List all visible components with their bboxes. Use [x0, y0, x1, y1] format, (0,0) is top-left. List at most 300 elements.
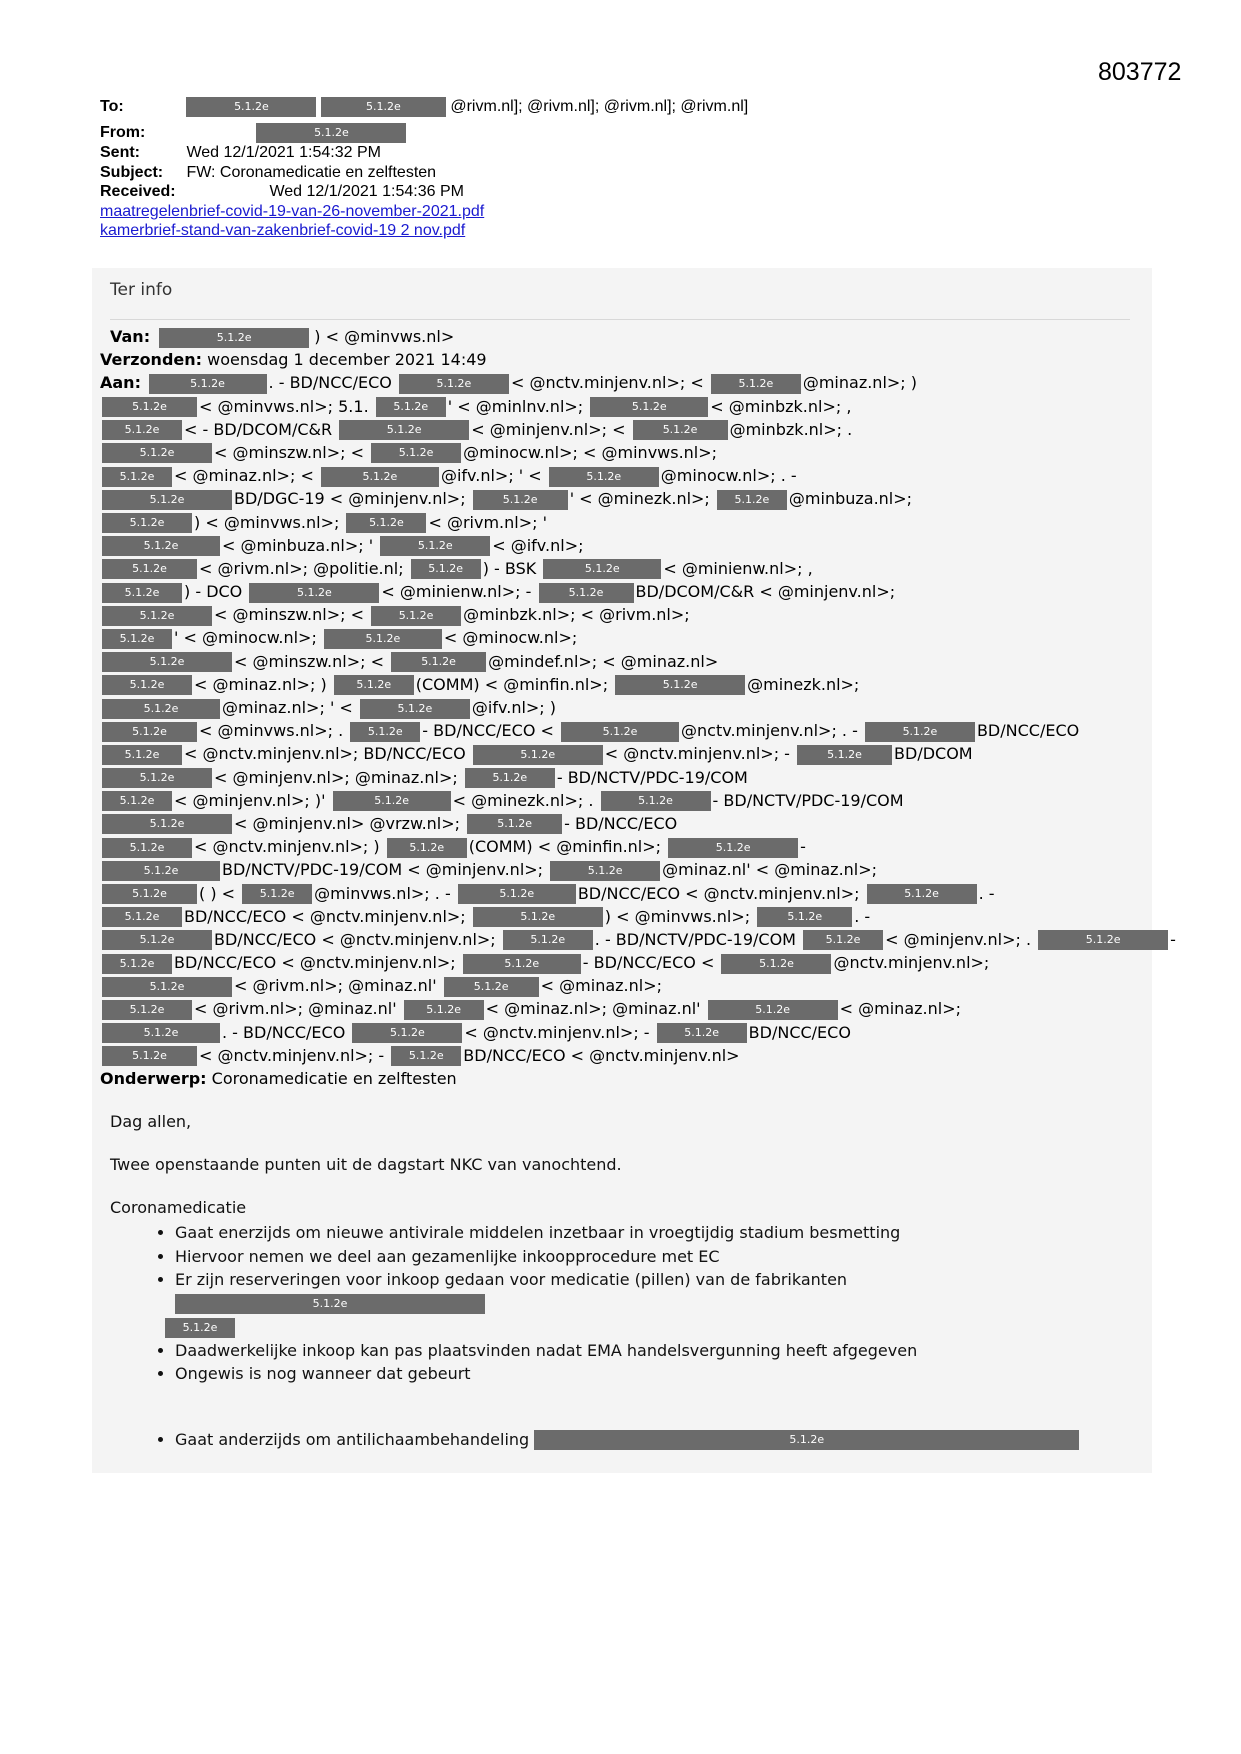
aan-fragment: @minaz.nl>; — [354, 767, 463, 787]
aan-fragment: @minaz.nl' — [612, 999, 706, 1019]
aan-fragment: @minezk.nl>; — [471, 790, 589, 810]
redaction-box: 5.1.2e — [102, 629, 172, 649]
attachment-row — [100, 221, 1120, 241]
redaction-box: 5.1.2e — [346, 513, 426, 533]
aan-fragment: < — [234, 976, 253, 996]
redaction-box: 5.1.2e — [102, 722, 197, 742]
aan-fragment: , — [846, 396, 852, 416]
aan-fragment: < — [471, 419, 490, 439]
aan-line — [100, 603, 1135, 626]
aan-fragment: < — [214, 605, 233, 625]
redaction-box: 5.1.2e — [371, 606, 461, 626]
redaction-box: 5.1.2e — [339, 420, 469, 440]
redaction-box: 5.1.2e — [534, 1430, 1079, 1450]
redaction-box: 5.1.2e — [256, 123, 406, 143]
aan-fragment: < — [443, 628, 463, 648]
aan-line — [100, 395, 1135, 418]
aan-fragment: BD/NCTV/PDC-19/COM — [723, 790, 904, 810]
aan-fragment: < — [583, 442, 602, 462]
aan-fragment: - — [278, 373, 290, 393]
aan-fragment: @minvws.nl>; — [217, 396, 339, 416]
redaction-box: 5.1.2e — [1038, 930, 1168, 950]
aan-fragment: DCO — [206, 582, 248, 602]
aan-fragment: < — [839, 999, 859, 1019]
redaction-box: 5.1.2e — [657, 1023, 747, 1043]
aan-fragment: < — [214, 767, 233, 787]
redaction-box: 5.1.2e — [175, 1294, 485, 1314]
aan-fragment: < — [579, 489, 598, 509]
aan-fragment: < — [464, 1022, 483, 1042]
aan-fragment: < — [540, 976, 560, 996]
bullet-list — [110, 1428, 1130, 1452]
list-item: • Hiervoor nemen we deel aan gezamenlijke inkoopprocedure met EC — [175, 1245, 1130, 1269]
list-item: • Ongewis is nog wanneer dat gebeurt — [175, 1362, 1130, 1386]
aan-fragment: ' — [174, 628, 184, 648]
list-item — [175, 1428, 1130, 1452]
aan-fragment: @minjenv.nl>; — [777, 582, 896, 602]
aan-fragment: @minocw.nl>; — [201, 628, 322, 648]
aan-fragment: @mindef.nl>; — [488, 651, 603, 671]
aan-fragment: - — [800, 837, 806, 857]
aan-fragment: @rivm.nl>; — [446, 512, 543, 532]
aan-fragment: . — [588, 790, 599, 810]
aan-fragment: @minjenv.nl>; — [232, 767, 355, 787]
aan-fragment: < — [199, 1045, 218, 1065]
redaction-box: 5.1.2e — [550, 861, 660, 881]
aan-fragment: - — [988, 883, 995, 903]
aan-fragment: < — [710, 396, 729, 416]
list-item-text: Gaat anderzijds om antilichaambehandeling — [175, 1429, 530, 1449]
sent-row — [100, 143, 1120, 163]
intro-text: Twee openstaande punten uit de dagstart NKC van vanochtend. — [110, 1155, 622, 1174]
aan-fragment: @ifv.nl>; — [471, 698, 550, 717]
aan-fragment: ) — [184, 582, 196, 602]
aan-fragment: , — [807, 558, 813, 578]
aan-fragment: @minaz.nl>; — [222, 698, 330, 717]
aan-fragment: @minvws.nl>; — [314, 883, 435, 903]
redaction-box: 5.1.2e — [708, 1000, 838, 1020]
redaction-box: 5.1.2e — [102, 652, 232, 672]
aan-fragment: < — [199, 721, 218, 741]
redaction-box: 5.1.2e — [102, 1046, 197, 1066]
aan-fragment: @minaz.nl>; — [212, 674, 321, 694]
aan-fragment: BD/DCOM/C&R — [213, 419, 338, 439]
aan-fragment: - — [712, 790, 724, 810]
redaction-box: 5.1.2e — [102, 745, 182, 765]
aan-fragment: < — [222, 535, 241, 555]
aan-line — [100, 1021, 1135, 1044]
aan-line — [100, 557, 1135, 580]
aan-fragment: . — [268, 373, 279, 393]
aan-fragment: < — [184, 744, 203, 764]
aan-fragment: < — [381, 582, 400, 602]
aan-fragment: < — [350, 442, 370, 462]
aan-fragment: . — [338, 721, 349, 741]
aan-line — [100, 673, 1135, 696]
redaction-box: 5.1.2e — [797, 745, 892, 765]
aan-line — [100, 928, 1176, 951]
aan-fragment: - — [643, 1022, 655, 1042]
aan-fragment: - — [790, 466, 797, 486]
aan-fragment: @minaz.nl' — [308, 999, 402, 1019]
aan-fragment: < — [221, 883, 241, 903]
onderwerp-row — [100, 1067, 1135, 1090]
aan-line — [100, 974, 1135, 997]
aan-fragment: . — [854, 906, 865, 926]
redaction-box: 5.1.2e — [463, 954, 581, 974]
aan-line — [100, 1044, 1135, 1067]
aan-fragment: < — [339, 698, 358, 717]
redaction-box: 5.1.2e — [803, 930, 883, 950]
redaction-box: 5.1.2e — [321, 467, 439, 487]
aan-fragment: < — [616, 906, 635, 926]
aan-fragment: @minszw.nl>; — [232, 605, 351, 625]
redaction-box: 5.1.2e — [102, 699, 220, 719]
aan-fragment: < — [370, 651, 390, 671]
aan-fragment: BD/NCC/ECO — [363, 744, 471, 764]
redaction-box: 5.1.2e — [380, 536, 490, 556]
attachment-link[interactable]: maatregelenbrief-covid-19-van-26-november-2021.pdf — [100, 202, 485, 220]
aan-fragment: BD/NCC/ECO — [289, 373, 397, 393]
aan-line — [100, 580, 1135, 603]
onderwerp-label: Onderwerp: — [100, 1069, 207, 1088]
list-item-text: Er zijn reserveringen voor inkoop gedaan voor medicatie (pillen) van de fabrikanten — [175, 1270, 848, 1289]
aan-fragment: @rivm.nl>; — [599, 605, 690, 625]
aan-fragment: @minjenv.nl>; — [903, 929, 1026, 949]
subject-value: FW: Coronamedicatie en zelftesten — [186, 163, 437, 181]
aan-fragment: @ifv.nl>; — [510, 535, 584, 555]
redaction-box: 5.1.2e — [399, 374, 509, 394]
sent-value: Wed 12/1/2021 1:54:32 PM — [186, 144, 381, 161]
aan-fragment: @minaz.nl' — [662, 860, 756, 880]
aan-fragment: < — [350, 605, 370, 625]
redaction-box: 5.1.2e — [102, 513, 192, 533]
aan-fragment: @nctv.minjenv.nl>; — [529, 373, 691, 393]
aan-fragment: . — [1025, 929, 1037, 949]
aan-fragment: < — [281, 953, 300, 973]
redaction-box: 5.1.2e — [668, 838, 798, 858]
aan-fragment: @minlnv.nl>; — [475, 396, 589, 416]
aan-fragment: @nctv.minjenv.nl>; — [309, 906, 471, 926]
received-row — [100, 182, 1120, 202]
aan-fragment: BD/NCTV/PDC-19/COM — [615, 929, 802, 949]
aan-fragment: @minjenv.nl>; — [489, 419, 613, 439]
aan-fragment: @nctv.minjenv.nl>; — [482, 1022, 644, 1042]
aan-fragment: @minaz.nl>; — [802, 373, 911, 393]
aan-fragment: < — [602, 651, 621, 671]
aan-fragment: BD/NCC/ECO — [593, 953, 701, 973]
aan-fragment: @minaz.nl> — [620, 651, 719, 671]
redaction-box: 5.1.2e — [539, 583, 634, 603]
aan-fragment: ' — [447, 396, 458, 416]
ter-info: Ter info — [110, 280, 173, 300]
aan-fragment: < — [199, 558, 218, 578]
redaction-box: 5.1.2e — [867, 884, 977, 904]
aan-fragment: BD/NCC/ECO — [748, 1022, 851, 1042]
aan-line — [100, 719, 1135, 742]
aan-line — [100, 441, 1135, 464]
redaction-box: 5.1.2e — [102, 467, 172, 487]
sent-label: Sent: — [100, 144, 140, 161]
aan-fragment: @minjenv.nl> — [252, 813, 370, 833]
redaction-box: 5.1.2e — [411, 559, 481, 579]
redaction-box: 5.1.2e — [102, 907, 182, 927]
subject-row — [100, 163, 1120, 183]
redaction-box: 5.1.2e — [467, 814, 562, 834]
redaction-box: 5.1.2e — [102, 536, 220, 556]
redaction-box: 5.1.2e — [503, 930, 593, 950]
aan-line — [100, 835, 1135, 858]
to-value: @rivm.nl]; @rivm.nl]; @rivm.nl]; @rivm.nl] — [450, 98, 749, 116]
aan-label: Aan: — [100, 373, 147, 393]
aan-fragment: . — [434, 883, 445, 903]
aan-fragment: . — [780, 466, 791, 486]
van-label: Van: — [110, 327, 151, 346]
aan-fragment: . — [978, 883, 989, 903]
aan-fragment: - — [195, 582, 207, 602]
aan-fragment: ) — [210, 883, 222, 903]
aan-line — [100, 371, 1135, 394]
redaction-box: 5.1.2e — [249, 583, 379, 603]
aan-fragment: < — [321, 929, 340, 949]
redaction-box: 5.1.2e — [102, 443, 212, 463]
divider — [110, 319, 1130, 320]
aan-fragment: @minocw.nl>; — [660, 466, 781, 486]
aan-fragment: @minezk.nl>; — [597, 489, 715, 509]
aan-fragment: < — [194, 674, 213, 694]
aan-fragment: BD/NCC/ECO — [574, 813, 678, 833]
aan-fragment: < — [234, 813, 253, 833]
email-header — [100, 97, 1120, 241]
aan-line — [100, 696, 1135, 719]
aan-fragment: BD/NCC/ECO — [174, 953, 282, 973]
redaction-box: 5.1.2e — [242, 884, 312, 904]
redaction-box: 5.1.2e — [334, 675, 414, 695]
to-label: To: — [100, 98, 124, 116]
aan-fragment: < — [300, 466, 319, 486]
aan-fragment: @minbuza.nl>; — [240, 535, 369, 555]
redaction-box: 5.1.2e — [601, 791, 711, 811]
aan-fragment: @minvws.nl>; — [223, 512, 345, 532]
aan-fragment: - — [582, 953, 594, 973]
redaction-box: 5.1.2e — [633, 420, 728, 440]
aan-fragment: < — [510, 373, 530, 393]
aan-fragment: < — [205, 512, 224, 532]
aan-fragment: @nctv.minjenv.nl>; — [833, 953, 990, 973]
redaction-box: 5.1.2e — [376, 397, 446, 417]
aan-fragment: < — [537, 837, 557, 857]
verzonden-row — [100, 348, 1135, 371]
redaction-box: 5.1.2e — [165, 1318, 235, 1338]
aan-fragment: < — [428, 512, 447, 532]
aan-fragment: - — [494, 558, 505, 578]
aan-fragment: BD/NCC/ECO — [976, 721, 1080, 741]
redaction-box: 5.1.2e — [473, 490, 568, 510]
attachment-link[interactable]: kamerbrief-stand-van-zakenbrief-covid-19 2 nov.pdf — [100, 222, 466, 239]
redaction-box: 5.1.2e — [465, 768, 555, 788]
aan-fragment: < — [199, 396, 218, 416]
van-row — [100, 325, 1135, 348]
aan-fragment: @minvws.nl>; — [601, 442, 718, 462]
redaction-box: 5.1.2e — [717, 490, 787, 510]
aan-fragment: < — [452, 790, 472, 810]
aan-fragment: @minszw.nl>; — [232, 442, 351, 462]
redaction-box: 5.1.2e — [387, 838, 467, 858]
aan-fragment: @minienw.nl>; — [681, 558, 808, 578]
aan-fragment: < — [457, 396, 476, 416]
aan-fragment: @nctv.minjenv.nl> — [589, 1045, 740, 1065]
aan-fragment: ' — [329, 698, 340, 717]
aan-recipient-list — [100, 371, 1176, 1067]
aan-line — [100, 487, 1135, 510]
aan-fragment: < — [291, 906, 310, 926]
aan-fragment: < — [612, 419, 631, 439]
redaction-box: 5.1.2e — [711, 374, 801, 394]
aan-line — [100, 464, 1135, 487]
aan-fragment: BSK — [504, 558, 542, 578]
aan-fragment: @minaz.nl>; — [504, 999, 613, 1019]
aan-fragment: < — [700, 953, 720, 973]
aan-fragment: BD/NCTV/PDC-19/COM — [567, 767, 748, 787]
aan-fragment: @nctv.minjenv.nl>; — [681, 721, 842, 741]
aan-fragment: @vrzw.nl>; — [369, 813, 466, 833]
redaction-box: 5.1.2e — [324, 629, 442, 649]
redaction-box: 5.1.2e — [333, 791, 451, 811]
aan-fragment: )' — [314, 790, 331, 810]
aan-fragment: . — [847, 419, 853, 439]
redaction-box: 5.1.2e — [102, 768, 212, 788]
aan-line — [100, 766, 1135, 789]
aan-fragment: < — [528, 466, 547, 486]
aan-fragment: < — [329, 489, 349, 509]
section-title: Coronamedicatie — [110, 1198, 247, 1217]
to-row — [100, 97, 1120, 117]
aan-fragment: BD/NCC/ECO — [577, 883, 686, 903]
document-number: 803772 — [1098, 58, 1182, 86]
aan-fragment: @minvws.nl>; — [634, 906, 756, 926]
aan-fragment: @ifv.nl>; — [440, 466, 519, 486]
received-label: Received: — [100, 183, 176, 200]
list-item: • Gaat enerzijds om nieuwe antivirale middelen inzetbaar in vroegtijdig stadium besmetting — [175, 1221, 1130, 1245]
aan-fragment: < — [755, 860, 775, 880]
aan-fragment: - — [378, 1045, 390, 1065]
redaction-box: 5.1.2e — [865, 722, 975, 742]
aan-fragment: (COMM) — [468, 837, 538, 857]
aan-fragment: . — [841, 721, 853, 741]
aan-fragment: - — [864, 906, 871, 926]
aan-fragment: < — [492, 535, 511, 555]
forwarded-header — [100, 325, 1176, 1090]
aan-fragment: @minbzk.nl>; — [729, 419, 848, 439]
aan-fragment: @minjenv.nl>; — [348, 489, 471, 509]
aan-fragment: < — [183, 628, 202, 648]
aan-fragment: < — [540, 721, 560, 741]
aan-fragment: @nctv.minjenv.nl>; — [299, 953, 461, 973]
aan-fragment: @minfin.nl>; — [503, 674, 614, 694]
aan-fragment: @rivm.nl>; — [217, 558, 314, 578]
aan-fragment: - — [564, 813, 575, 833]
list-item — [175, 1268, 1130, 1339]
redaction-box: 5.1.2e — [615, 675, 745, 695]
aan-fragment: - — [202, 419, 214, 439]
aan-fragment: ) — [373, 837, 385, 857]
redaction-box: 5.1.2e — [561, 722, 679, 742]
aan-fragment: ' — [518, 466, 529, 486]
aan-fragment: @minezk.nl>; — [747, 674, 860, 694]
redaction-box: 5.1.2e — [352, 1023, 462, 1043]
aan-fragment: BD/NCC/ECO — [463, 1045, 571, 1065]
redaction-box: 5.1.2e — [721, 954, 831, 974]
aan-fragment: < — [194, 999, 213, 1019]
aan-fragment: BD/DCOM — [894, 744, 973, 764]
aan-fragment: (COMM) — [415, 674, 485, 694]
aan-fragment: ) — [194, 512, 206, 532]
aan-fragment: ' — [542, 512, 547, 532]
aan-fragment: - — [1170, 929, 1176, 949]
aan-fragment: < — [485, 999, 505, 1019]
aan-line — [100, 951, 1135, 974]
aan-fragment: @minaz.nl>; — [192, 466, 301, 486]
aan-fragment: BD/DGC-19 — [234, 489, 330, 509]
verzonden-label: Verzonden: — [100, 350, 203, 370]
aan-fragment: ) — [320, 674, 332, 694]
aan-line — [100, 418, 1135, 441]
aan-fragment: @minbzk.nl>; — [463, 605, 581, 625]
aan-fragment: @nctv.minjenv.nl>; — [703, 883, 865, 903]
aan-fragment: BD/NCC/ECO — [214, 929, 322, 949]
redaction-box: 5.1.2e — [186, 97, 316, 117]
aan-line — [100, 742, 1135, 765]
redaction-box: 5.1.2e — [102, 606, 212, 626]
aan-line — [100, 905, 1135, 928]
subject-label: Subject: — [100, 163, 164, 181]
from-label: From: — [100, 124, 146, 142]
aan-line — [100, 882, 1135, 905]
aan-fragment: @minienw.nl>; — [399, 582, 526, 602]
aan-fragment: < — [759, 582, 778, 602]
aan-fragment: - — [444, 883, 456, 903]
aan-fragment: @minaz.nl' — [348, 976, 442, 996]
aan-fragment: < — [885, 929, 904, 949]
aan-fragment: @minaz.nl>; — [774, 860, 878, 880]
aan-line — [100, 534, 1135, 557]
aan-fragment: @minbzk.nl>; — [728, 396, 847, 416]
aan-fragment: @nctv.minjenv.nl>; — [202, 744, 364, 764]
aan-fragment: ' — [368, 535, 379, 555]
received-value: Wed 12/1/2021 1:54:36 PM — [269, 183, 464, 200]
aan-fragment: @minocw.nl>; — [463, 442, 584, 462]
aan-fragment: @minjenv.nl>; — [192, 790, 315, 810]
aan-fragment: ) — [604, 906, 617, 926]
aan-fragment: < — [604, 744, 624, 764]
aan-fragment: @minocw.nl>; — [462, 628, 578, 648]
aan-line — [100, 997, 1135, 1020]
aan-line — [100, 511, 1135, 534]
aan-fragment: < — [174, 790, 193, 810]
redaction-box: 5.1.2e — [360, 699, 470, 719]
redaction-box: 5.1.2e — [102, 954, 172, 974]
aan-fragment: < — [184, 419, 203, 439]
redaction-box: 5.1.2e — [350, 722, 420, 742]
aan-fragment: @minjenv.nl>; — [425, 860, 549, 880]
aan-fragment: < — [407, 860, 426, 880]
aan-fragment: ) — [549, 698, 557, 717]
aan-fragment: < — [194, 837, 213, 857]
redaction-box: 5.1.2e — [473, 745, 603, 765]
aan-line — [100, 812, 1135, 835]
redaction-box: 5.1.2e — [590, 397, 708, 417]
redaction-box: 5.1.2e — [159, 328, 309, 348]
